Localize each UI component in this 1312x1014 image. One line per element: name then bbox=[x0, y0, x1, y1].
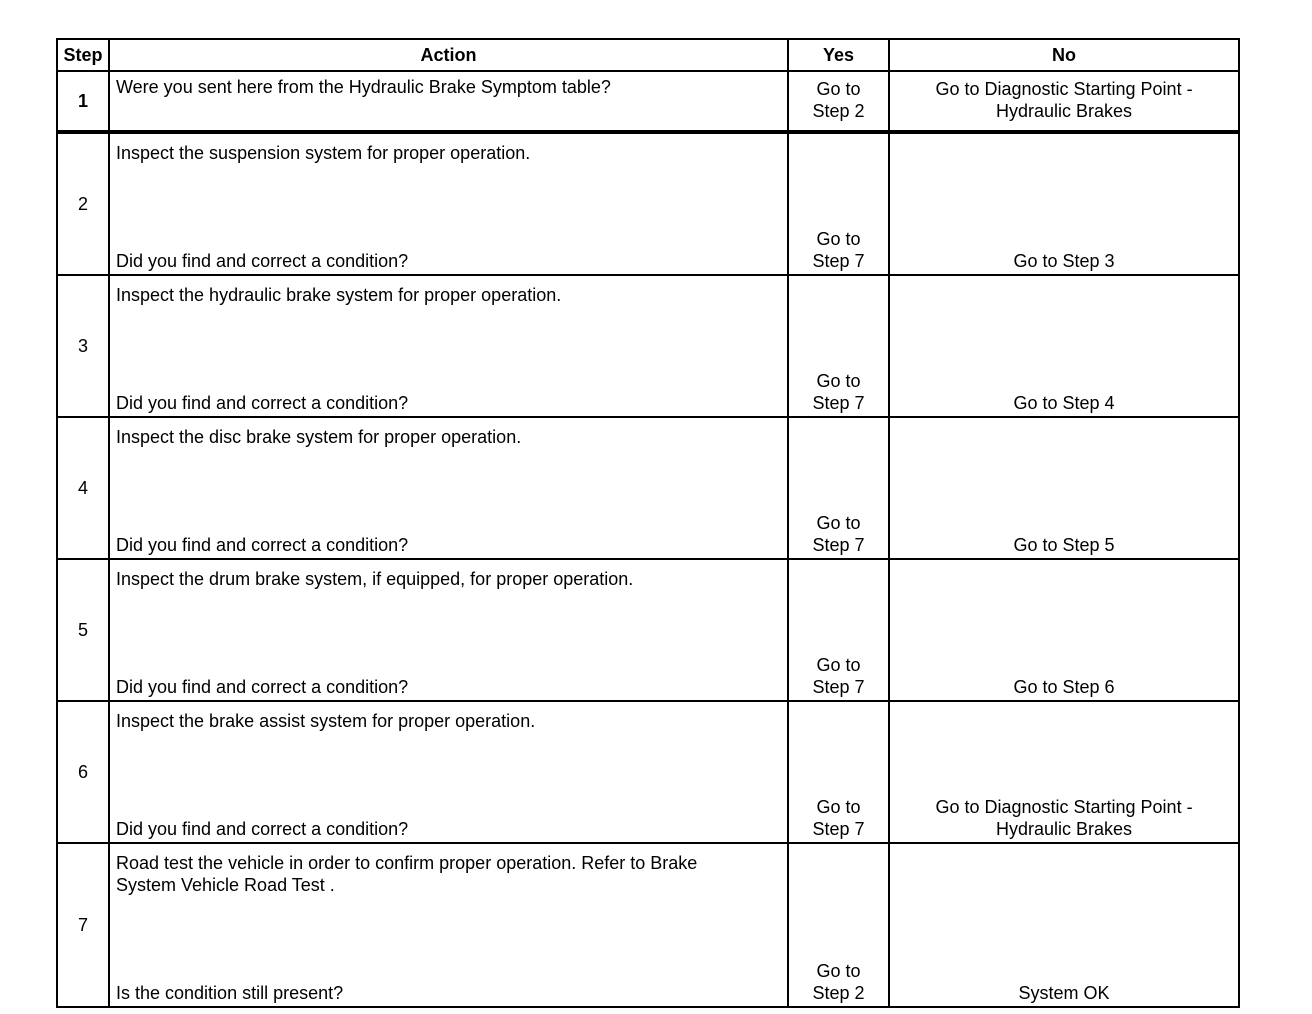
no-cell: Go to Step 6 bbox=[889, 559, 1239, 701]
yes-cell: Go to Step 7 bbox=[788, 701, 889, 843]
step-number: 7 bbox=[57, 843, 109, 1007]
action-question: Did you find and correct a condition? bbox=[116, 819, 409, 839]
yes-cell: Go to Step 2 bbox=[788, 843, 889, 1007]
step-number: 4 bbox=[57, 417, 109, 559]
header-step: Step bbox=[57, 39, 109, 71]
action-question: Did you find and correct a condition? bbox=[116, 677, 409, 697]
header-no: No bbox=[889, 39, 1239, 71]
no-cell: System OK bbox=[889, 843, 1239, 1007]
action-text: Inspect the disc brake system for proper operation. bbox=[116, 427, 522, 447]
action-cell bbox=[109, 701, 788, 843]
yes-cell: Go to Step 7 bbox=[788, 559, 889, 701]
header-yes: Yes bbox=[788, 39, 889, 71]
action-question: Did you find and correct a condition? bbox=[116, 251, 409, 271]
step-number: 5 bbox=[57, 559, 109, 701]
table-row bbox=[57, 71, 1239, 132]
table-row bbox=[57, 132, 1239, 275]
action-question: Did you find and correct a condition? bbox=[116, 535, 409, 555]
yes-cell: Go to Step 7 bbox=[788, 417, 889, 559]
no-cell: Go to Step 5 bbox=[889, 417, 1239, 559]
yes-cell: Go to Step 7 bbox=[788, 132, 889, 275]
table-row bbox=[57, 701, 1239, 843]
action-cell bbox=[109, 71, 788, 132]
action-text: Inspect the drum brake system, if equipped, for proper operation. bbox=[116, 569, 634, 589]
action-cell bbox=[109, 132, 788, 275]
diagnostic-table bbox=[56, 38, 1240, 1008]
step-number: 6 bbox=[57, 701, 109, 843]
action-text: Inspect the suspension system for proper operation. bbox=[116, 143, 531, 163]
step-number: 1 bbox=[57, 71, 109, 132]
action-cell bbox=[109, 843, 788, 1007]
action-text: Road test the vehicle in order to confirm proper operation. Refer to Brake System Vehicle Road Test . bbox=[116, 853, 698, 895]
action-cell bbox=[109, 559, 788, 701]
no-cell: Go to Diagnostic Starting Point - Hydraulic Brakes bbox=[889, 71, 1239, 132]
table-row bbox=[57, 559, 1239, 701]
step-number: 3 bbox=[57, 275, 109, 417]
table-row bbox=[57, 275, 1239, 417]
action-text: Were you sent here from the Hydraulic Brake Symptom table? bbox=[116, 77, 611, 97]
header-row bbox=[57, 39, 1239, 71]
yes-cell: Go to Step 2 bbox=[788, 71, 889, 132]
action-text: Inspect the brake assist system for proper operation. bbox=[116, 711, 536, 731]
action-question: Did you find and correct a condition? bbox=[116, 393, 409, 413]
no-cell: Go to Step 3 bbox=[889, 132, 1239, 275]
yes-cell: Go to Step 7 bbox=[788, 275, 889, 417]
no-cell: Go to Step 4 bbox=[889, 275, 1239, 417]
header-action: Action bbox=[109, 39, 788, 71]
no-cell: Go to Diagnostic Starting Point - Hydraulic Brakes bbox=[889, 701, 1239, 843]
table-row bbox=[57, 843, 1239, 1007]
action-question: Is the condition still present? bbox=[116, 983, 344, 1003]
action-cell bbox=[109, 275, 788, 417]
action-text: Inspect the hydraulic brake system for proper operation. bbox=[116, 285, 562, 305]
action-cell bbox=[109, 417, 788, 559]
step-number: 2 bbox=[57, 132, 109, 275]
table-row bbox=[57, 417, 1239, 559]
